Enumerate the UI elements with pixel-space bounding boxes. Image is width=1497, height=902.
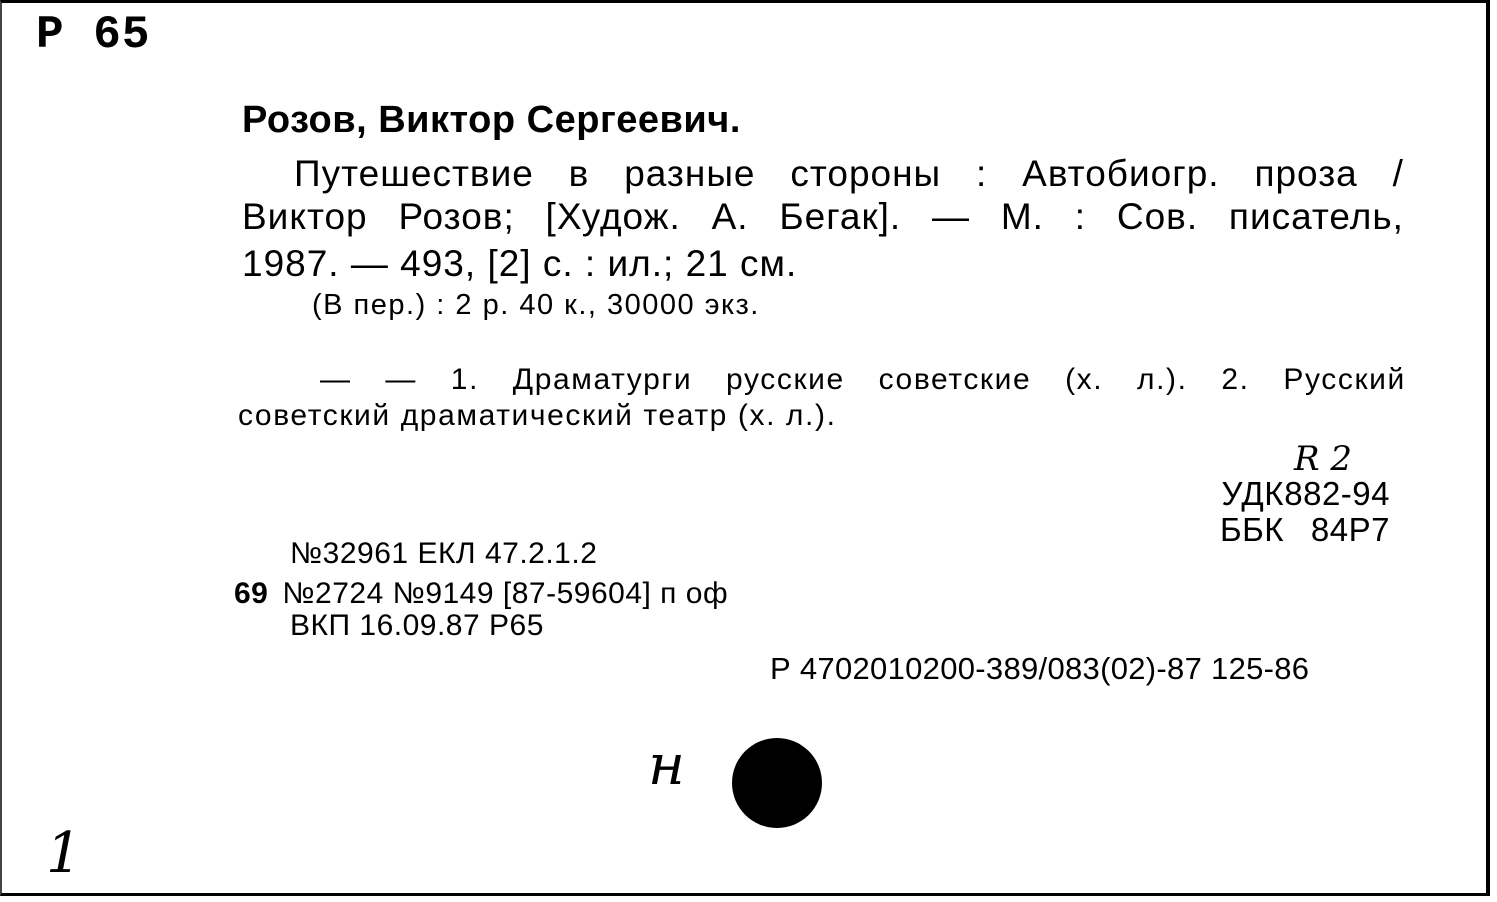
subject-word: советские [878,363,1032,396]
title-word: Путешествие [294,153,534,194]
title-word: Бегак]. [779,196,902,237]
bbk-label: ББК [1219,511,1284,548]
title-word: проза [1254,153,1358,194]
subject-word: — [385,363,417,396]
title-word: А. [711,196,749,237]
udc-row [1221,475,1390,513]
title-word: / [1392,153,1404,194]
subject-word: 1. [450,363,480,396]
handwritten-mark: н [648,733,685,798]
title-word: Виктор [242,196,368,237]
title-word: Сов. [1116,196,1199,237]
accession-line-1: №32961 ЕКЛ 47.2.1.2 [290,537,598,570]
accession-line-2 [234,577,728,611]
title-word: Автобиогр. [1022,153,1220,194]
subject-word: л.). [1137,363,1188,396]
title-word: писатель, [1228,196,1404,237]
title-word: стороны [790,153,942,194]
card-number: 1 [46,821,82,886]
udc-value: 882-94 [1284,475,1390,512]
subject-word: 2. [1221,363,1250,396]
handwritten-initials: R 2 [1294,439,1353,479]
bbk-row [1220,511,1390,549]
title-word: : [1074,196,1087,237]
subject-word: — [320,363,352,396]
punched-hole-dot [732,738,822,828]
author-heading: Розов, Виктор Сергеевич. [242,99,741,141]
subject-word: русские [726,363,845,396]
subject-word: (х. [1065,363,1104,396]
accession-count: 69 [234,577,269,610]
title-word: : [976,153,988,194]
subjects-line-1 [320,363,1406,397]
title-word: разные [624,153,756,194]
publisher-code-line: Р 4702010200-389/083(02)-87 125-86 [770,651,1310,686]
subject-word: Русский [1283,363,1406,396]
title-line-3: 1987. — 493, [2] с. : ил.; 21 см. [242,243,798,284]
accession-line-3: ВКП 16.09.87 Р65 [290,609,544,642]
title-word: [Худож. [545,196,681,237]
title-line-1 [294,153,1404,195]
title-word: — [932,196,971,237]
subject-word: Драматурги [512,363,693,396]
title-line-2 [242,196,1404,238]
price-line: (В пер.) : 2 р. 40 к., 30000 экз. [312,289,760,321]
subjects-line-2: советский драматический театр (х. л.). [238,399,837,432]
title-word: М. [1000,196,1044,237]
title-word: Розов; [398,196,515,237]
shelfmark: Р 65 [36,9,151,61]
title-word: в [568,153,590,194]
accession-line-2-text: №2724 №9149 [87-59604] п оф [282,577,729,610]
bbk-value: 84Р7 [1310,511,1390,548]
udc-label: УДК [1221,475,1284,512]
